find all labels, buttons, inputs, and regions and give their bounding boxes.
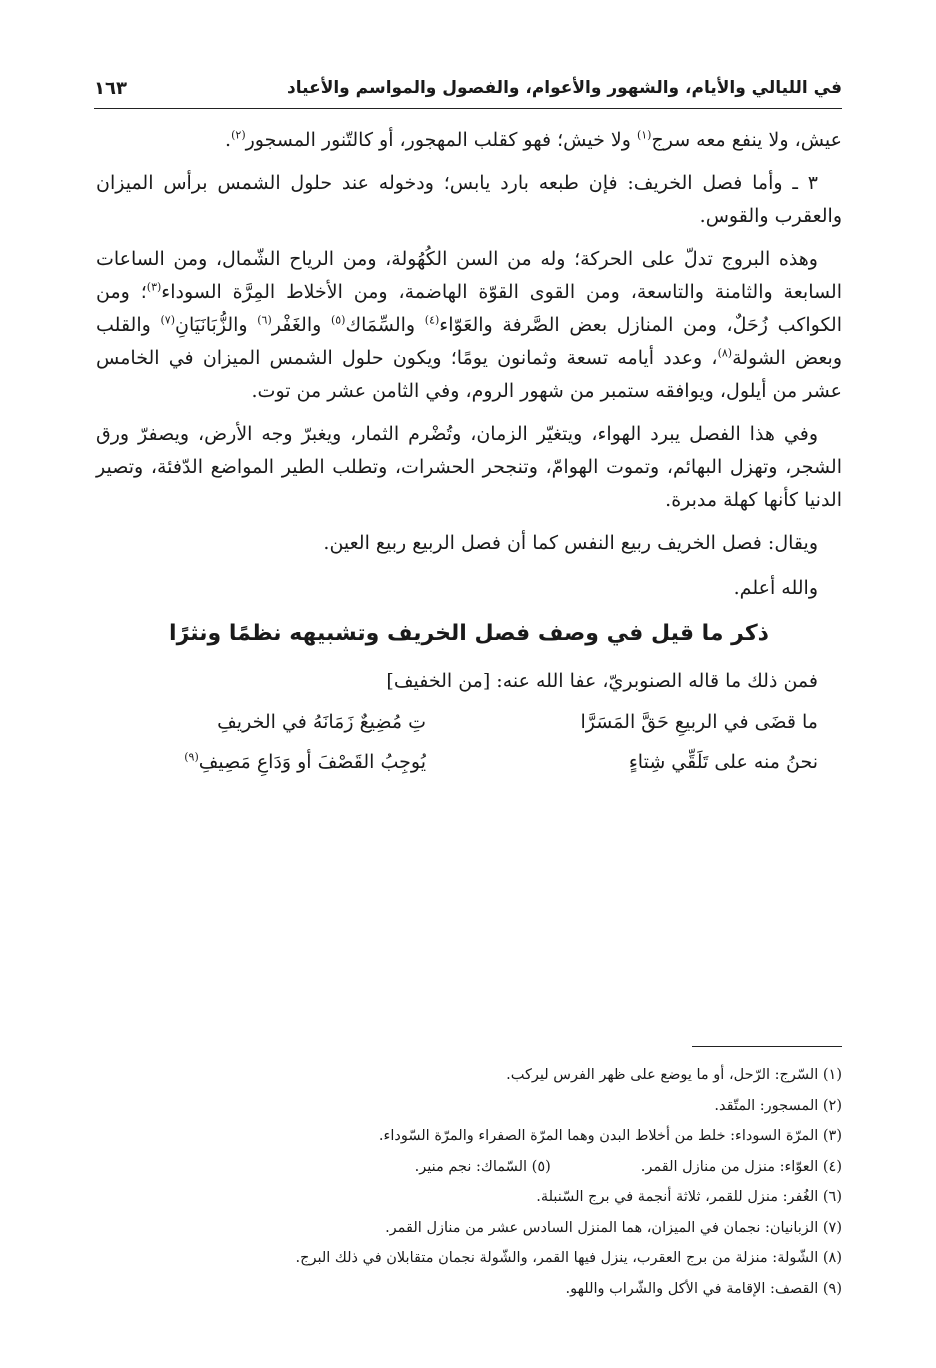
footnote-ref-3[interactable]: (٣) xyxy=(146,280,162,294)
verse-1-first-hemistich: ما قضَى في الربيعِ حَقَّ المَسَرَّا xyxy=(580,711,818,733)
verse-2-first-hemistich: نحنُ منه على تَلَقِّي شِتاءٍ xyxy=(628,751,818,773)
poem-intro: فمن ذلك ما قاله الصنوبريّ، عفا الله عنه: [من الخفيف] xyxy=(386,670,818,692)
footnote-ref-1[interactable]: (١) xyxy=(636,128,652,142)
verse-line-1 xyxy=(96,702,842,742)
footnote-5: (٥) السّماك: نجم منير. xyxy=(414,1158,551,1175)
footnote-3: (٣) المرّة السوداء: خلط من أخلاط البدن وهما المرّة الصفراء والمرّة السّوداء. xyxy=(378,1128,842,1144)
footnote-4-5-row xyxy=(96,1152,842,1183)
footnote-ref-5[interactable]: (٥) xyxy=(330,313,346,327)
footnote-4: (٤) العوّاء: منزل من منازل القمر. xyxy=(640,1158,842,1175)
paragraph-4: وفي هذا الفصل يبرد الهواء، ويتغيّر الزمان، وتُضْرم الثمار، ويغبرّ وجه الأرض، ويصفرّ ورق الشجر، وتهزل البهائم، وتموت الهوامّ، وتنجحر الحشرات، وتطلب الطير المواضع الدّفئة، وتصير الدنيا كأنها كهلة مدبرة. xyxy=(96,423,842,511)
footnote-separator xyxy=(692,1046,842,1047)
paragraph-1: عيش، ولا ينفع معه سرج$^{(١)}$ ولا خيش؛ فهو كقلب المهجور، أو كالتّنور المسجور$^{(٢)}$. xyxy=(225,128,842,151)
footnote-ref-2[interactable]: (٢) xyxy=(231,128,246,142)
paragraph-2: ٣ ـ وأما فصل الخريف: فإن طبعه بارد يابس؛ ودخوله عند حلول الشمس برأس الميزان والعقرب والقوس. xyxy=(96,172,842,227)
footnote-8: (٨) الشّولة: منزلة من برج العقرب، ينزل فيها القمر، والشّولة نجمان متقابلان في ذلك البرج. xyxy=(295,1250,842,1266)
running-title: في الليالي والأيام، والشهور والأعوام، والفصول والمواسم والأعياد xyxy=(287,78,842,98)
footnote-ref-9[interactable]: (٩) xyxy=(184,750,199,764)
verse-2-second-hemistich: يُوجِبُ القَصْفَ أو وَدَاعِ مَصِيفِ$^{(٩)}$ xyxy=(184,750,426,773)
main-text xyxy=(96,124,842,782)
footnote-6: (٦) الغُفر: منزل للقمر، ثلاثة أنجمة في برج السّنبلة. xyxy=(536,1189,842,1205)
footnote-9: (٩) القصف: الإقامة في الأكل والشّراب واللهو. xyxy=(565,1280,842,1297)
paragraph-6: والله أعلم. xyxy=(733,577,818,599)
footnote-ref-6[interactable]: (٦) xyxy=(257,313,272,327)
section-heading: ذكر ما قيل في وصف فصل الخريف وتشبيهه نظمًا ونثرًا xyxy=(169,621,769,646)
footnote-ref-8[interactable]: (٨) xyxy=(717,346,733,360)
page-number: ١٦٣ xyxy=(94,78,127,99)
paragraph-3: وهذه البروج تدلّ على الحركة؛ وله من السن الكُهُولة، ومن الرياح الشّمال، ومن الساعات السابعة والثامنة والتاسعة، ومن القوى القوّة الهاضمة، ومن الأخلاط المِرَّة السوداء$^{(٣)}$؛ ومن الكواكب زُحَلٌ، ومن المنازل بعض الصَّرفة والعَوّاء$^{(٤)}$ والسِّمَاك$^{(٥)}$ والغَفْر$^{(٦)}$ والزُّبَانَيَانِ$^{(٧)}$ والقلب وبعض الشولة$^{(٨)}$، وعدد أيامه تسعة وثمانون يومًا؛ ويكون حلول الشمس الميزان في الخامس عشر من أيلول، ويوافقه ستمبر من شهور الروم، وفي الثامن عشر من توت. xyxy=(96,248,843,402)
page-header xyxy=(94,72,842,109)
footnotes xyxy=(96,1060,842,1304)
footnote-2: (٢) المسجور: المتّقد. xyxy=(714,1097,842,1114)
footnote-1: (١) السّرج: الرّحل، أو ما يوضع على ظهر الفرس ليركب. xyxy=(506,1067,842,1083)
verse-line-2 xyxy=(96,742,842,782)
footnote-7: (٧) الزبانيان: نجمان في الميزان، هما المنزل السادس عشر من منازل القمر. xyxy=(385,1219,842,1236)
verse-1-second-hemistich: تِ مُضِيعٌ زَمَانَهُ في الخريفِ xyxy=(217,711,426,733)
footnote-ref-4[interactable]: (٤) xyxy=(424,313,440,327)
paragraph-5: ويقال: فصل الخريف ربيع النفس كما أن فصل الربيع ربيع العين. xyxy=(323,532,818,554)
footnote-ref-7[interactable]: (٧) xyxy=(160,313,175,327)
